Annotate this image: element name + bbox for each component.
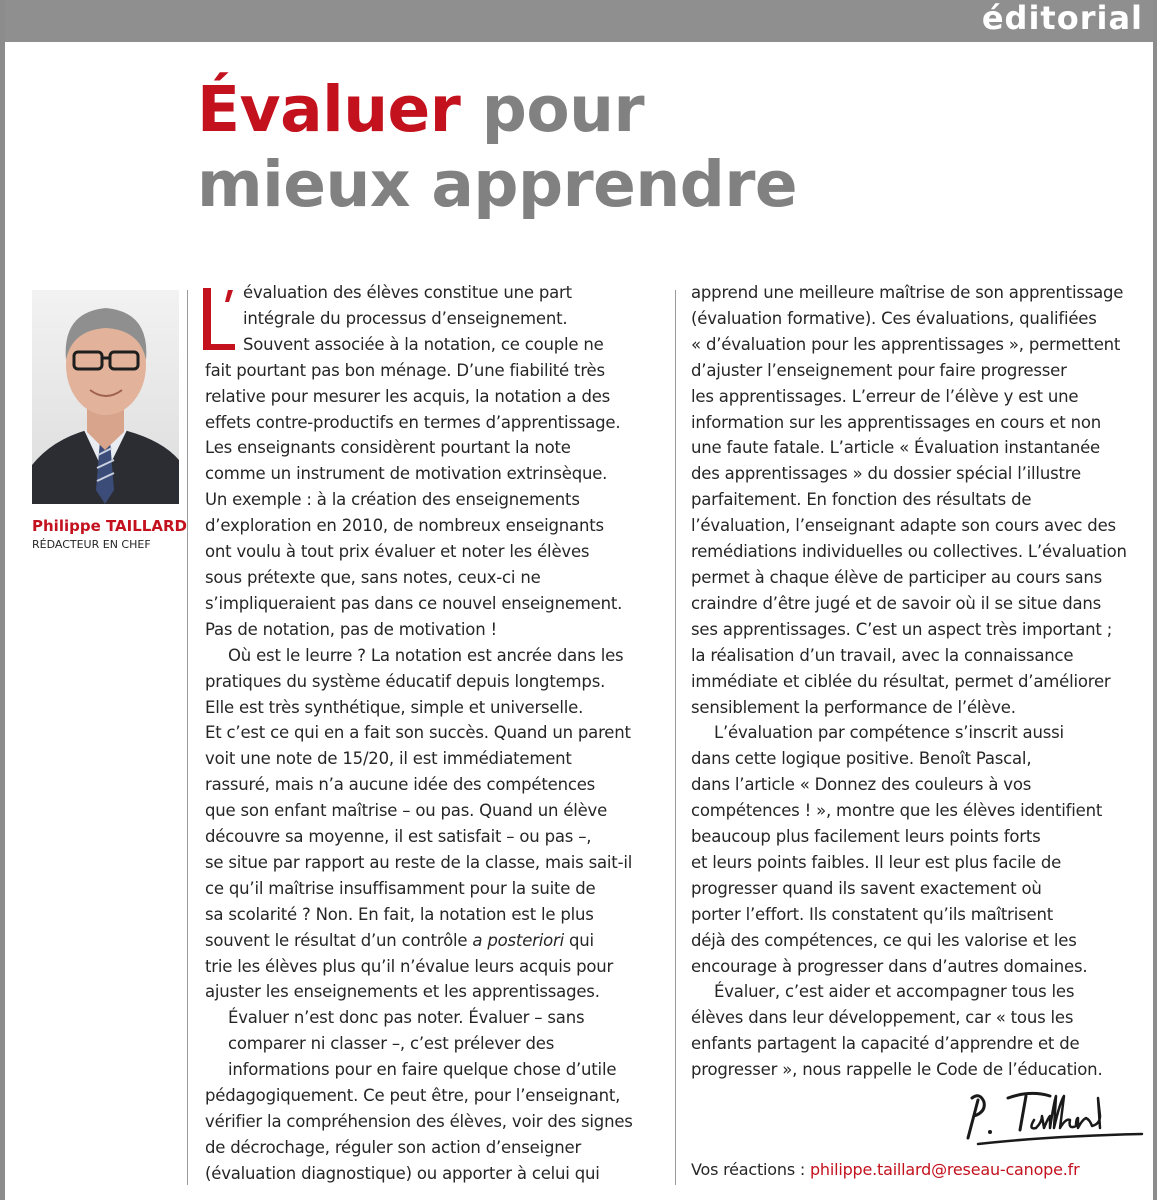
column-divider-left xyxy=(187,290,188,1185)
article-line: pratiques du système éducatif depuis longtemps. xyxy=(205,671,606,691)
reactions-email-link[interactable]: philippe.taillard@reseau-canope.fr xyxy=(809,1160,1080,1179)
article-line: une faute fatale. L’article « Évaluation instantanée xyxy=(691,438,1100,458)
article-line: et leurs points faibles. Il leur est plus facile de xyxy=(691,852,1062,872)
article-line: intégrale du processus d’enseignement. xyxy=(243,308,568,328)
article-line: fait pourtant pas bon ménage. D’une fiabilité très xyxy=(205,360,605,380)
article-line: (évaluation formative). Ces évaluations, qualifiées xyxy=(691,308,1097,328)
article-line: pédagogiquement. Ce peut être, pour l’enseignant, xyxy=(205,1086,621,1106)
article-line: sensiblement la performance de l’élève. xyxy=(691,697,1016,717)
article-line: voit une note de 15/20, il est immédiatement xyxy=(205,749,572,769)
article-line: informations pour en faire quelque chose d’utile xyxy=(228,1060,617,1080)
article-line: sa scolarité ? Non. En fait, la notation est le plus xyxy=(205,904,594,924)
article-text: qui xyxy=(563,930,594,950)
article-line: l’évaluation, l’enseignant adapte son cours avec des xyxy=(691,516,1116,536)
article-line: encourage à progresser dans d’autres domaines. xyxy=(691,956,1088,976)
article-line: d’ajuster l’enseignement pour faire progresser xyxy=(691,360,1067,380)
article-line: progresser quand ils savent exactement où xyxy=(691,878,1042,898)
article-line: craindre d’être jugé et de savoir où il se situe dans xyxy=(691,593,1102,613)
article-italic: a posteriori xyxy=(472,930,564,950)
article-line: information sur les apprentissages en cours et non xyxy=(691,412,1102,432)
article-line: déjà des compétences, ce qui les valorise et les xyxy=(691,930,1077,950)
reactions-label: Vos réactions : xyxy=(691,1160,810,1179)
article-line: de décrochage, réguler son action d’enseigner xyxy=(205,1137,582,1157)
article-line: Un exemple : à la création des enseignements xyxy=(205,490,580,510)
title-highlight: Évaluer xyxy=(197,73,461,146)
author-portrait xyxy=(32,290,179,504)
title-line1-rest: pour xyxy=(460,73,645,146)
article-line: sous prétexte que, sans notes, ceux-ci ne xyxy=(205,567,541,587)
article-line xyxy=(205,928,667,954)
article-line: progresser », nous rappelle le Code de l’éducation. xyxy=(691,1060,1103,1080)
article-line: évaluation des élèves constitue une part xyxy=(243,283,572,302)
article-column-2 xyxy=(691,280,1143,1083)
author-role: RÉDACTEUR EN CHEF xyxy=(32,538,151,551)
article-line: rassuré, mais n’a aucune idée des compétences xyxy=(205,775,596,795)
article-line: effets contre-productifs en termes d’apprentissage. xyxy=(205,412,621,432)
article-line: comme un instrument de motivation extrinsèque. xyxy=(205,464,608,484)
article-line: vérifier la compréhension des élèves, voir des signes xyxy=(205,1112,633,1131)
article-line: que son enfant maîtrise – ou pas. Quand un élève xyxy=(205,801,608,821)
article-line: Pas de notation, pas de motivation ! xyxy=(205,619,497,639)
article-line: Souvent associée à la notation, ce couple ne xyxy=(243,334,604,354)
page-title xyxy=(197,72,797,222)
article-line: ses apprentissages. C’est un aspect très important ; xyxy=(691,619,1113,639)
article-line: beaucoup plus facilement leurs points forts xyxy=(691,827,1041,847)
article-line: relative pour mesurer les acquis, la notation a des xyxy=(205,386,611,406)
article-line: ont voulu à tout prix évaluer et noter les élèves xyxy=(205,542,590,562)
signature xyxy=(950,1088,1145,1148)
article-line: comparer ni classer –, c’est prélever des xyxy=(228,1034,555,1054)
article-text: souvent le résultat d’un contrôle xyxy=(205,930,473,950)
article-line: s’impliqueraient pas dans ce nouvel enseignement. xyxy=(205,593,623,613)
article-line: dans l’article « Donnez des couleurs à vos xyxy=(691,775,1032,795)
article-line: ajuster les enseignements et les apprentissages. xyxy=(205,982,600,1002)
article-line: dans cette logique positive. Benoît Pascal, xyxy=(691,749,1032,769)
article-line: découvre sa moyenne, il est satisfait – ou pas –, xyxy=(205,827,592,847)
header-bar xyxy=(5,0,1153,42)
article-line: compétences ! », montre que les élèves identifient xyxy=(691,801,1103,821)
article-line: « d’évaluation pour les apprentissages », permettent xyxy=(691,334,1121,354)
article-line: remédiations individuelles ou collectives. L’évaluation xyxy=(691,542,1127,562)
reactions xyxy=(691,1160,1079,1179)
article-column-1 xyxy=(205,280,667,1187)
article-line: élèves dans leur développement, car « tous les xyxy=(691,1008,1074,1028)
article-line: apprend une meilleure maîtrise de son apprentissage xyxy=(691,283,1124,302)
article-line: d’exploration en 2010, de nombreux enseignants xyxy=(205,516,604,536)
article-line: Les enseignants considèrent pourtant la note xyxy=(205,438,571,458)
author-name: Philippe TAILLARD xyxy=(32,517,187,535)
article-line: Évaluer n’est donc pas noter. Évaluer – sans xyxy=(228,1008,585,1028)
section-label: éditorial xyxy=(981,0,1143,37)
article-line: parfaitement. En fonction des résultats de xyxy=(691,490,1032,510)
article-line: la réalisation d’un travail, avec la connaissance xyxy=(691,645,1074,665)
article-line: permet à chaque élève de participer au cours sans xyxy=(691,567,1103,587)
article-line: immédiate et ciblée du résultat, permet d’améliorer xyxy=(691,671,1111,691)
article-line: Où est le leurre ? La notation est ancrée dans les xyxy=(228,645,624,665)
article-line: Évaluer, c’est aider et accompagner tous les xyxy=(714,982,1075,1002)
article-line: des apprentissages » du dossier spécial l’illustre xyxy=(691,464,1081,484)
article-line: ce qu’il maîtrise insuffisamment pour la suite de xyxy=(205,878,596,898)
article-line: porter l’effort. Ils constatent qu’ils maîtrisent xyxy=(691,904,1053,924)
article-line: L’évaluation par compétence s’inscrit aussi xyxy=(714,723,1064,743)
title-line2: mieux apprendre xyxy=(197,148,798,221)
article-line: (évaluation diagnostique) ou apporter à celui qui xyxy=(205,1163,600,1183)
article-line: enfants partagent la capacité d’apprendre et de xyxy=(691,1034,1080,1054)
column-divider-right xyxy=(675,290,676,1185)
article-line: Et c’est ce qui en a fait son succès. Quand un parent xyxy=(205,723,631,743)
article-line: trie les élèves plus qu’il n’évalue leurs acquis pour xyxy=(205,956,614,976)
article-line: se situe par rapport au reste de la classe, mais sait-il xyxy=(205,852,633,872)
article-line: les apprentissages. L’erreur de l’élève y est une xyxy=(691,386,1079,406)
article-line: Elle est très synthétique, simple et universelle. xyxy=(205,697,584,717)
